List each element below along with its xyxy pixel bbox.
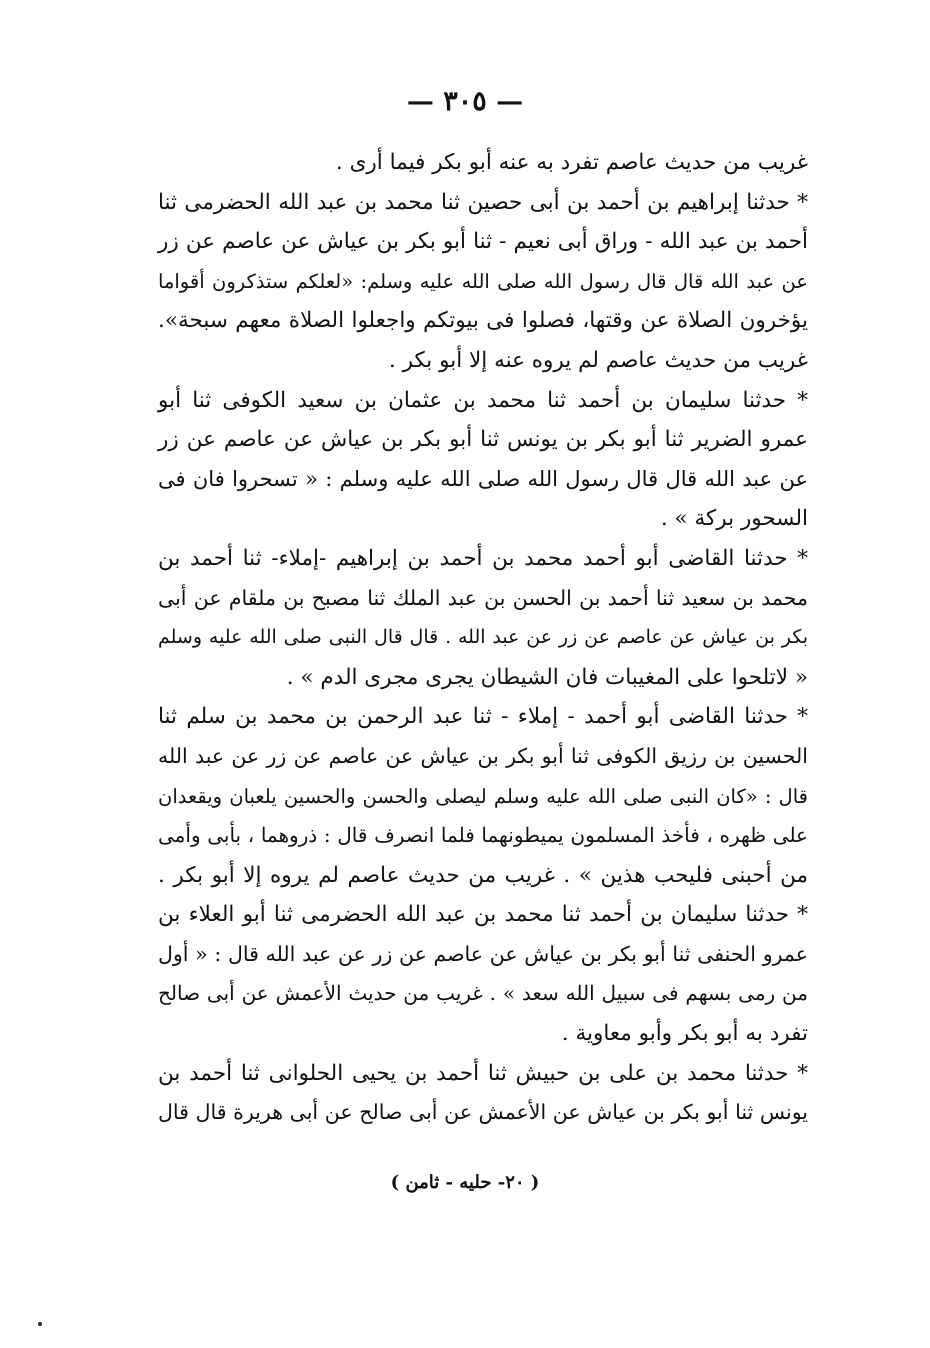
text-line: على ظهره ، فأخذ المسلمون يميطونهما فلما انصرف قال : ذروهما ، بأبى وأمى: [158, 823, 808, 848]
text-line: تفرد به أبو بكر وأبو معاوية .: [561, 1021, 808, 1047]
text-line: بكر بن عياش عن عاصم عن زر عن عبد الله . قال قال النبى صلى الله عليه وسلم: [158, 626, 808, 649]
text-line: * حدثنا إبراهيم بن أحمد بن أبى حصين ثنا محمد بن عبد الله الحضرمى ثنا: [158, 189, 808, 215]
text-line: من رمى بسهم فى سبيل الله سعد » . غريب من حديث الأعمش عن أبى صالح: [158, 981, 808, 1006]
text-line: * حدثنا محمد بن على بن حبيش ثنا أحمد بن يحيى الحلوانى ثنا أحمد بن: [158, 1060, 808, 1086]
text-line: « لاتلحوا على المغيبات فان الشيطان يجرى مجرى الدم » .: [286, 664, 808, 690]
page-number: — ٣٠٥ —: [406, 86, 524, 117]
text-line: السحور بركة » .: [660, 506, 808, 532]
text-line: قال : «كان النبى صلى الله عليه وسلم ليصلى والحسن والحسين يلعبان ويقعدان: [158, 784, 808, 808]
text-line: يونس ثنا أبو بكر بن عياش عن الأعمش عن أبى صالح عن أبى هريرة قال قال: [158, 1100, 808, 1125]
text-line: غريب من حديث عاصم تفرد به عنه أبو بكر فيما أرى .: [335, 150, 808, 175]
text-line: عمرو الحنفى ثنا أبو بكر بن عياش عن عاصم عن زر عن عبد الله قال : « أول: [158, 941, 808, 966]
text-line: * حدثنا سليمان بن أحمد ثنا محمد بن عبد الله الحضرمى ثنا أبو العلاء بن: [158, 902, 808, 928]
text-line: غريب من حديث عاصم لم يروه عنه إلا أبو بكر .: [388, 347, 808, 373]
main-text-block: [158, 143, 808, 1133]
text-line: الحسين بن رزيق الكوفى ثنا أبو بكر بن عياش عن عاصم عن زر عن عبد الله: [158, 743, 808, 768]
text-line: من أحبنى فليحب هذين » . غريب من حديث عاصم لم يروه إلا أبو بكر .: [158, 862, 808, 888]
printer-signature: ( ٢٠- حليه - ثامن ): [390, 1172, 540, 1193]
text-line: عن عبد الله قال قال رسول الله صلى الله عليه وسلم: «لعلكم ستذكرون أقواما: [158, 269, 808, 293]
text-line: * حدثنا سليمان بن أحمد ثنا محمد بن عثمان بن سعيد الكوفى ثنا أبو: [158, 387, 808, 413]
text-line: يؤخرون الصلاة عن وقتها، فصلوا فى بيوتكم واجعلوا الصلاة معهم سبحة».: [158, 308, 808, 334]
text-line: أحمد بن عبد الله - وراق أبى نعيم - ثنا أبو بكر بن عياش عن عاصم عن زر: [158, 229, 808, 255]
text-line: عن عبد الله قال قال رسول الله صلى الله عليه وسلم : « تسحروا فان فى: [158, 466, 808, 491]
scan-speck: [38, 1322, 42, 1326]
text-line: محمد بن سعيد ثنا أحمد بن الحسن بن عبد الملك ثنا مصبح بن ملقام عن أبى: [158, 585, 808, 610]
text-line: عمرو الضرير ثنا أبو بكر بن يونس ثنا أبو بكر بن عياش عن عاصم عن زر: [158, 427, 809, 453]
text-line: * حدثنا القاضى أبو أحمد - إملاء - ثنا عبد الرحمن بن محمد بن سلم ثنا: [158, 704, 808, 730]
text-line: * حدثنا القاضى أبو أحمد محمد بن أحمد بن إبراهيم -إملاء- ثنا أحمد بن: [158, 545, 808, 571]
